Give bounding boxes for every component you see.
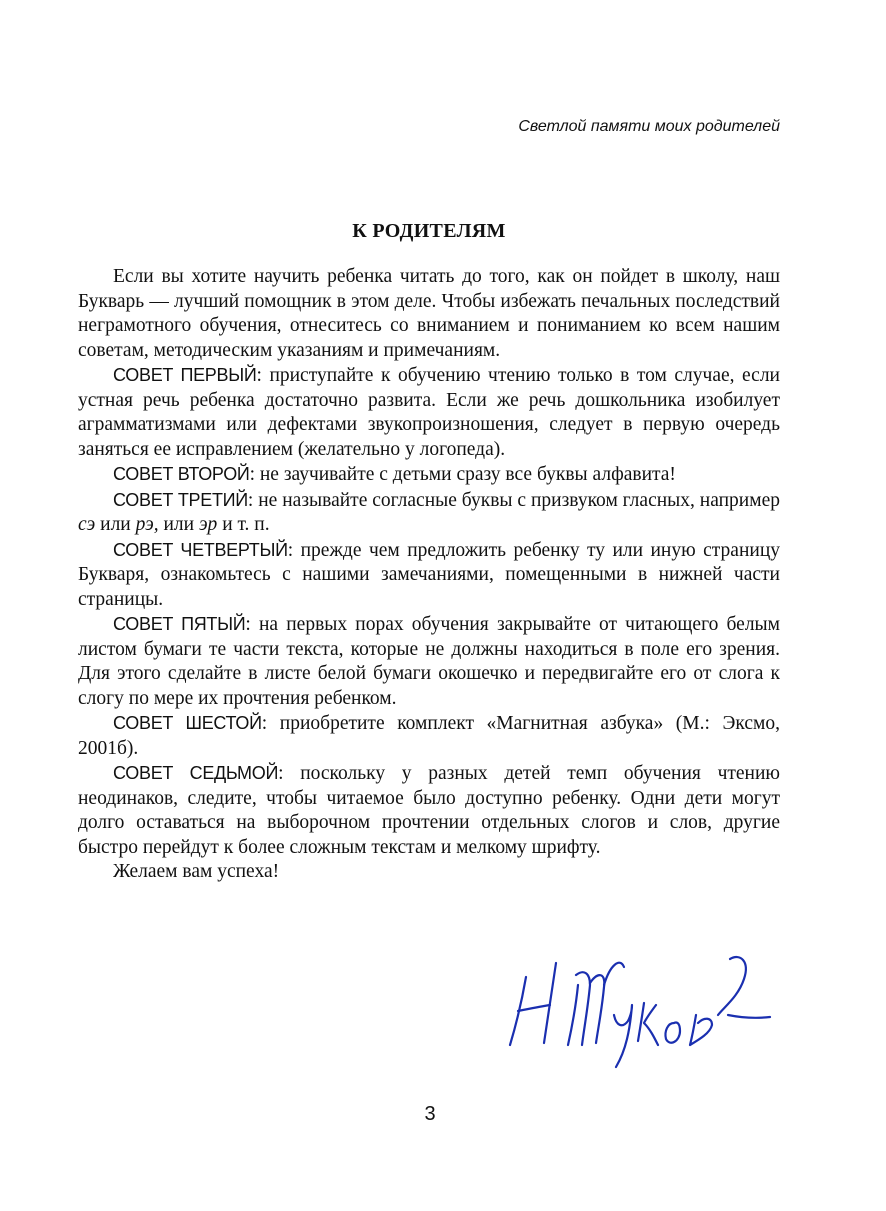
tip-text-2: : не заучивайте с детьми сразу все буквы алфавита! [249,464,676,485]
page-title: К РОДИТЕЛЯМ [352,220,506,242]
tip-lead-4: СОВЕТ ЧЕТВЕРТЫЙ [113,539,288,560]
tip-lead-2: СОВЕТ ВТОРОЙ [113,464,250,484]
tip-example-1: сэ [78,514,96,535]
signature-stroke [614,1005,632,1067]
tip-paragraph-3 [78,488,780,538]
intro-paragraph: Если вы хотите научить ребенка читать до того, как он пойдет в школу, наш Букварь — лучший помощник в этом деле. Чтобы избежать печальных последствий неграмотного обучения, отнеситесь со вниманием и пониманием ко всем нашим советам, методическим указаниям и примечаниям. [78,266,780,361]
tip-text-3c: или [158,514,199,535]
body-text [78,265,780,885]
signature-stroke [718,957,746,1015]
tip-text-5: : на первых порах обучения закрывайте от читающего белым листом бумаги те части текста, которые не должны находиться в поле его зрения. Для этого сделайте в листе белой бумаги окошечко и передвигайте его от слога к слогу по мере их прочтения ребенком. [78,614,780,709]
signature-stroke [576,972,590,1045]
tip-example-2: рэ, [135,514,159,535]
tip-lead-1: СОВЕТ ПЕРВЫЙ [113,365,257,385]
signature-stroke [638,1003,644,1041]
signature-stroke [604,963,624,985]
tip-text-4: : прежде чем предложить ребенку ту или иную страницу Букваря, ознакомьтесь с нашими замечаниями, помещенными в нижней части страницы. [78,539,781,610]
closing-line: Желаем вам успеха! [113,861,280,882]
page-number: 3 [424,1103,436,1125]
tip-lead-7: СОВЕТ СЕДЬМОЙ [113,763,279,783]
tip-paragraph-1 [78,363,780,462]
signature-stroke [568,985,578,1045]
signature-stroke [518,1005,550,1011]
tip-text-1: : приступайте к обучению чтению только в том случае, если устная речь ребенка достаточно развита. Если же речь дошкольника изобилует аграмматизмами или дефектами звукопроизношения, следует в первую очередь заняться ее исправлением (желательно у логопеда). [78,365,780,460]
tip-lead-5: СОВЕТ ПЯТЫЙ [113,614,246,634]
tip-lead-3: СОВЕТ ТРЕТИЙ [113,489,248,510]
tip-paragraph-2 [78,462,780,488]
tip-paragraph-5 [78,612,780,711]
tip-text-6: : приобретите комплект «Магнитная азбука» (М.: Эксмо, 2001б). [78,713,780,759]
tip-paragraph-6 [78,711,780,761]
tip-text-3a: : не называйте согласные буквы с призвуком гласных, например [247,489,780,511]
tip-text-7: : поскольку у разных детей темп обучения чтению неодинаков, следите, чтобы читаемое было доступно ребенку. Одни дети могут долго оставаться на выборочном прочтении отдельных слогов и слов, другие быстро перейдут к более сложным текстам и мелкому шрифту. [78,763,780,858]
tip-paragraph-7 [78,761,780,860]
signature-stroke [728,1015,770,1018]
tip-text-3b: или [95,514,136,535]
tip-text-3d: и т. п. [217,514,270,535]
tip-paragraph-4 [78,538,780,613]
signature-stroke [544,963,556,1043]
tip-lead-6: СОВЕТ ШЕСТОЙ [113,713,262,733]
tip-example-3: эр [198,514,218,535]
dedication: Светлой памяти моих родителей [518,118,780,135]
signature-stroke [590,975,604,1043]
signature-stroke [665,1022,680,1042]
signature-stroke [690,1015,712,1045]
handwritten-signature [498,945,778,1075]
signature-stroke [644,1005,658,1045]
